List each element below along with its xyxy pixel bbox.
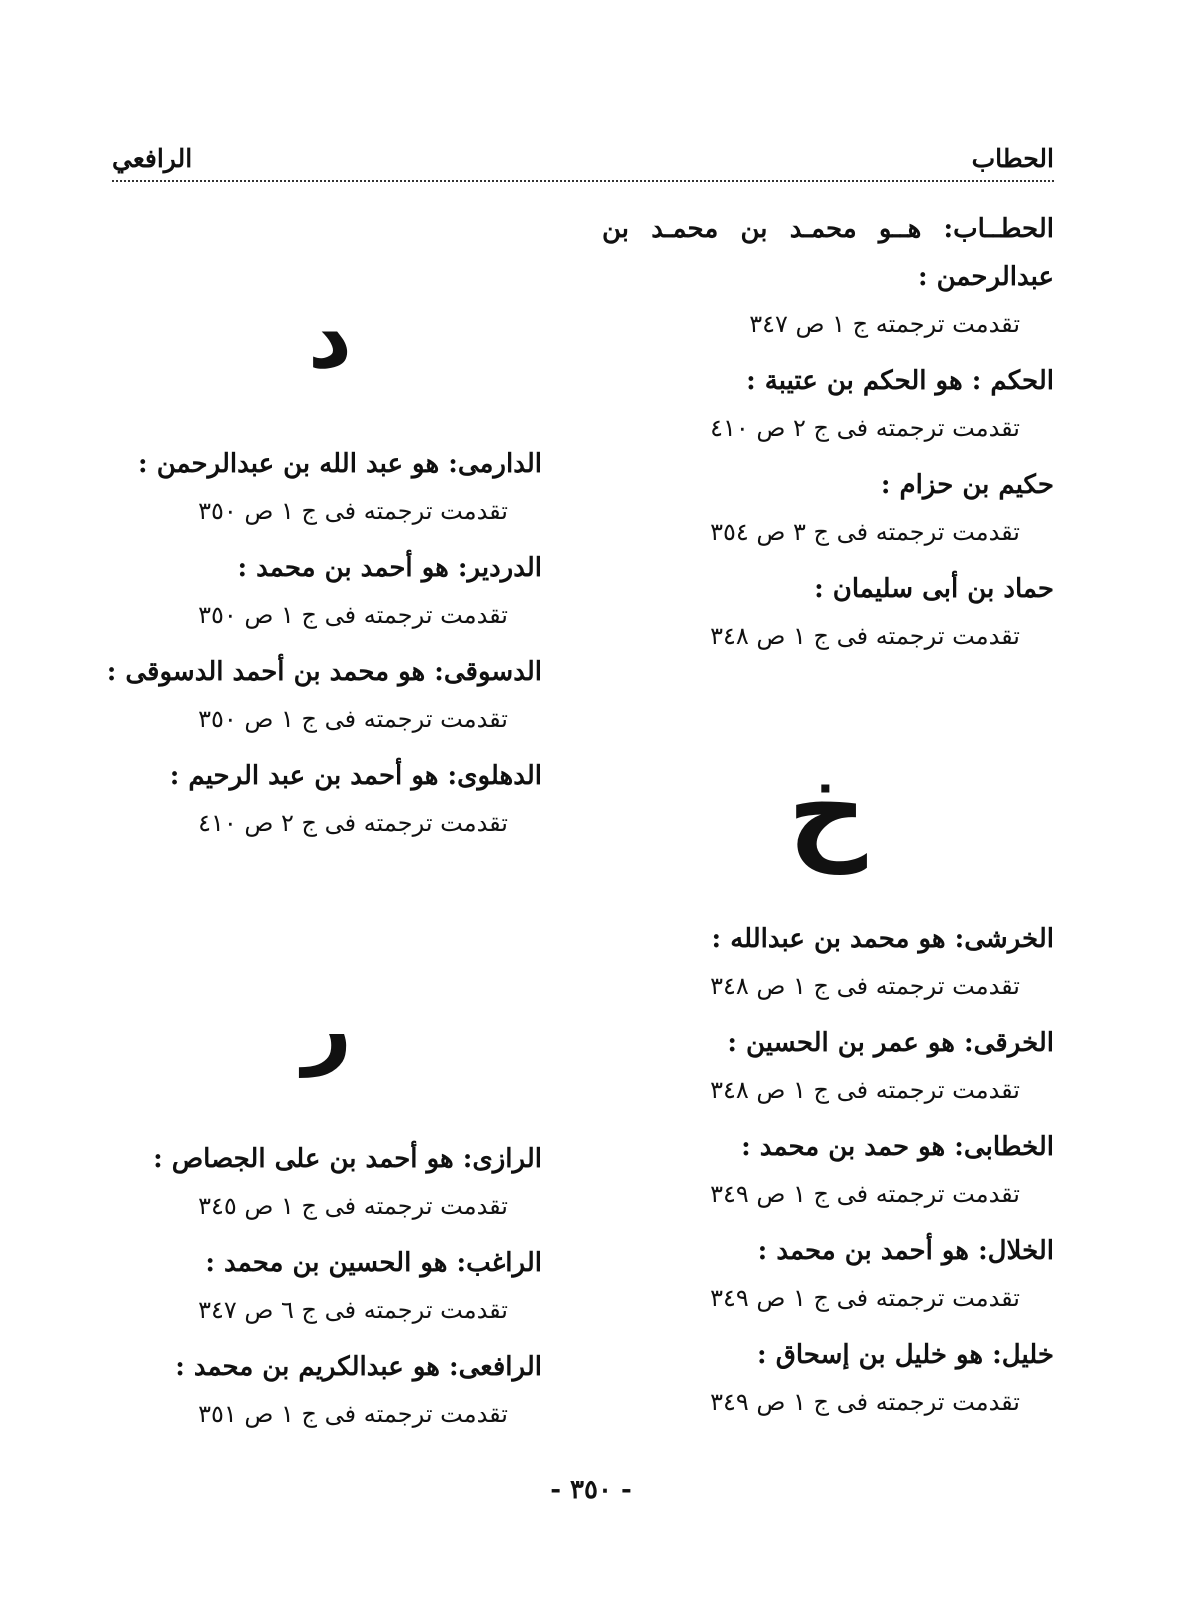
entry-head: الدردير: هو أحمد بن محمد : [237,553,542,583]
page-number: - ٣٥٠ - [550,1475,632,1505]
entry-ref: تقدمت ترجمته فى ج ٦ ص ٣٤٧ [198,1296,508,1324]
right-column-kha [574,915,1054,1435]
entry-ref: تقدمت ترجمته فى ج ١ ص ٣٥٠ [198,497,508,525]
entry-ref: تقدمت ترجمته فى ج ١ ص ٣٤٨ [710,972,1020,1000]
entry-rafii [112,1343,542,1437]
entry-ref: تقدمت ترجمته فى ج ١ ص ٣٤٨ [710,622,1020,650]
entry-head: الخلال: هو أحمد بن محمد : [757,1236,1054,1266]
left-column-ra [112,1135,542,1447]
entry-head-word: بن [740,214,768,244]
entry-head: الدارمى: هو عبد الله بن عبدالرحمن : [138,449,542,479]
entry-head-word: هــو [878,214,922,244]
entry-head: الراغب: هو الحسين بن محمد : [205,1248,542,1278]
entry-hammad [574,565,1054,659]
entry-ref: تقدمت ترجمته فى ج ٢ ص ٤١٠ [198,809,508,837]
entry-head-word: الحطــاب: [943,214,1054,244]
entry-head-cont: عبدالرحمن : [917,262,1054,292]
entry-ref: تقدمت ترجمته فى ج ١ ص ٣٤٩ [710,1388,1020,1416]
running-head-right: الحطاب [971,143,1054,173]
entry-dardir [112,544,542,638]
entry-head: الدهلوى: هو أحمد بن عبد الرحيم : [169,761,542,791]
entry-ref: تقدمت ترجمته فى ج ١ ص ٣٤٩ [710,1180,1020,1208]
entry-head: الحكم : هو الحكم بن عتيبة : [746,366,1054,396]
entry-hakam [574,357,1054,451]
entry-ref: تقدمت ترجمته فى ج ١ ص ٣٤٨ [710,1076,1020,1104]
entry-raghib [112,1239,542,1333]
left-column-dal [106,440,542,856]
entry-head-word: بن [602,214,630,244]
entry-head-word: محمـد [789,214,857,244]
section-letter-ra: ر [302,978,352,1078]
entry-dasuqi [106,648,542,742]
entry-khiraqi [574,1019,1054,1113]
right-column-top [574,205,1054,669]
entry-ref: تقدمت ترجمته فى ج ١ ص ٣٥١ [198,1400,508,1428]
entry-ref: تقدمت ترجمته فى ج ٣ ص ٣٥٤ [710,518,1020,546]
entry-dahlawi [112,752,542,846]
entry-ref: تقدمت ترجمته فى ج ١ ص ٣٤٥ [198,1192,508,1220]
entry-darimi [112,440,542,534]
entry-ref: تقدمت ترجمته ج ١ ص ٣٤٧ [749,310,1020,338]
entry-head: الخرشى: هو محمد بن عبدالله : [711,924,1054,954]
entry-ref: تقدمت ترجمته فى ج ١ ص ٣٥٠ [198,705,508,733]
entry-khattab [574,205,1054,347]
entry-head: حكيم بن حزام : [880,470,1054,500]
entry-head: خليل: هو خليل بن إسحاق : [757,1340,1054,1370]
entry-khalil [574,1331,1054,1425]
entry-khattabi [574,1123,1054,1217]
entry-head: الخرقى: هو عمر بن الحسين : [727,1028,1054,1058]
entry-head [602,205,1054,253]
entry-head: الدسوقى: هو محمد بن أحمد الدسوقى : [106,657,542,687]
running-head [112,136,1054,182]
entry-ref: تقدمت ترجمته فى ج ١ ص ٣٥٠ [198,601,508,629]
entry-head: الرازى: هو أحمد بن على الجصاص : [153,1144,542,1174]
entry-kharashi [574,915,1054,1009]
entry-head: الرافعى: هو عبدالكريم بن محمد : [175,1352,542,1382]
entry-khallal [574,1227,1054,1321]
entry-razi [112,1135,542,1229]
entry-ref: تقدمت ترجمته فى ج ٢ ص ٤١٠ [710,414,1020,442]
running-head-left: الرافعي [112,143,193,173]
entry-head-word: محمـد [651,214,719,244]
section-letter-dal: د [307,288,352,388]
entry-head: حماد بن أبى سليمان : [814,574,1054,604]
entry-head: الخطابى: هو حمد بن محمد : [741,1132,1054,1162]
entry-hakim [574,461,1054,555]
entry-ref: تقدمت ترجمته فى ج ١ ص ٣٤٩ [710,1284,1020,1312]
section-letter-kha: خ [787,746,867,874]
